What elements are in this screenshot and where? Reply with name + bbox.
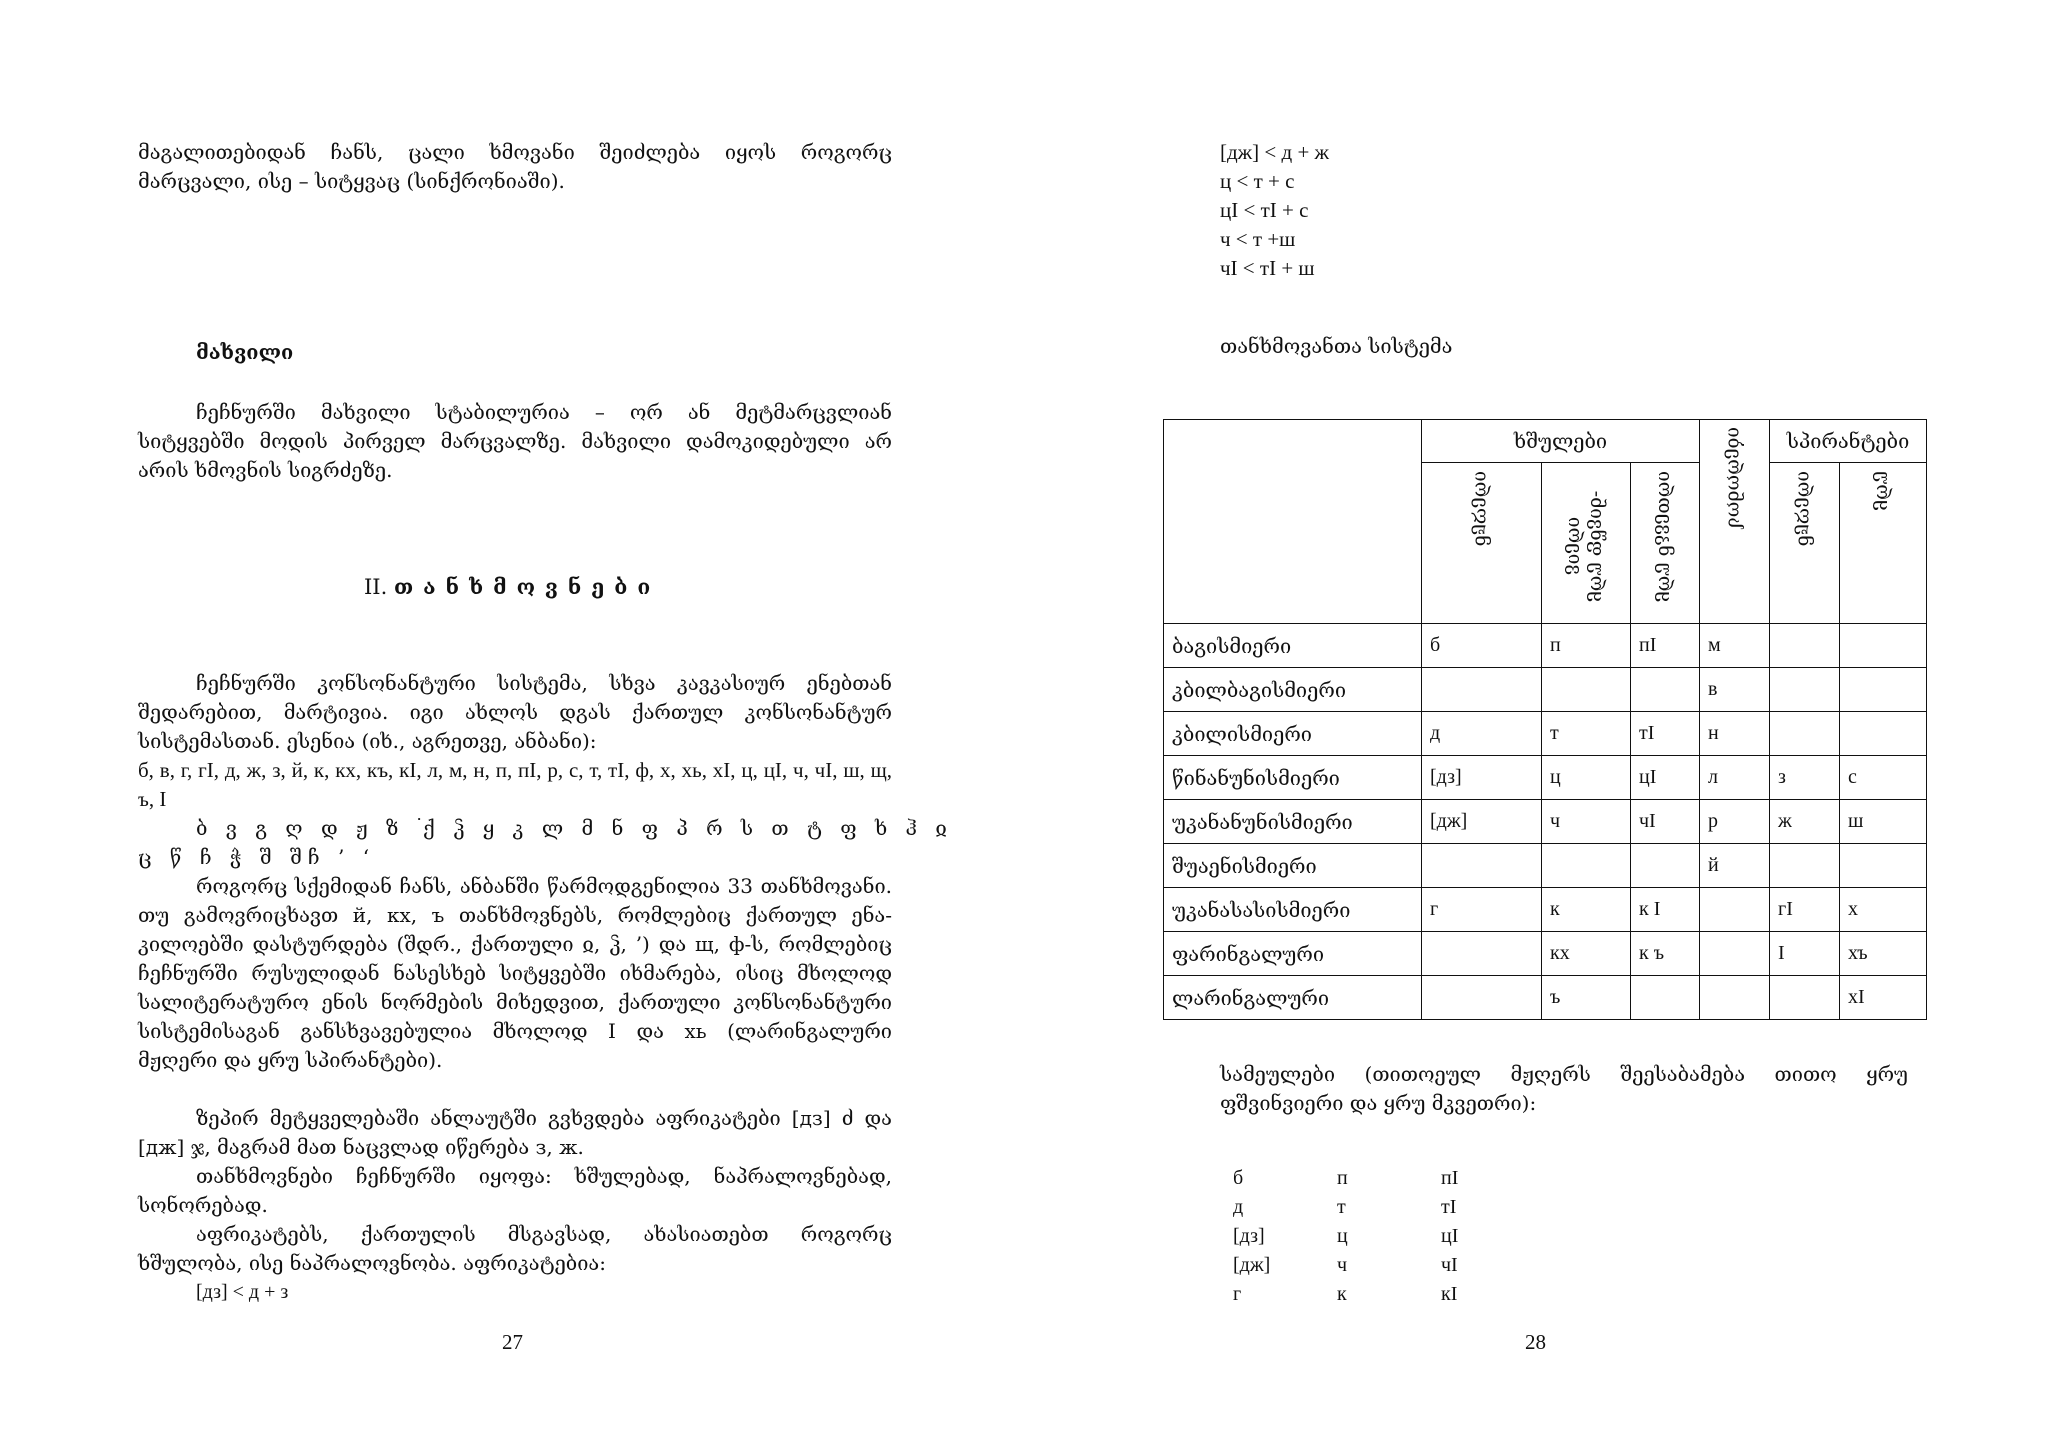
triples-list bbox=[1233, 1164, 1545, 1309]
table-cell: цI bbox=[1631, 756, 1700, 800]
formula-line: ц < т + с bbox=[1220, 169, 1295, 193]
table-row bbox=[1164, 888, 1927, 932]
table-cell: к I bbox=[1631, 888, 1700, 932]
triple-item: г bbox=[1233, 1283, 1242, 1305]
page-number: 28 bbox=[1525, 1330, 1546, 1354]
table-cell: ш bbox=[1840, 800, 1927, 844]
table-row bbox=[1164, 844, 1927, 888]
table-cell bbox=[1840, 668, 1927, 712]
table-row bbox=[1164, 800, 1927, 844]
table-cell bbox=[1770, 712, 1840, 756]
table-cell: т bbox=[1542, 712, 1631, 756]
row-label: კბილისმიერი bbox=[1164, 712, 1422, 756]
table-cell: тI bbox=[1631, 712, 1700, 756]
table-cell: ъ bbox=[1542, 976, 1631, 1020]
table-cell: п bbox=[1542, 624, 1631, 668]
table-row bbox=[1164, 624, 1927, 668]
triple-item: б bbox=[1233, 1167, 1244, 1189]
table-cell: ч bbox=[1542, 800, 1631, 844]
triple-item: к bbox=[1337, 1283, 1347, 1305]
row-label: ბაგისმიერი bbox=[1164, 624, 1422, 668]
table-row bbox=[1164, 756, 1927, 800]
table-cell: г bbox=[1422, 888, 1542, 932]
table-cell: ж bbox=[1770, 800, 1840, 844]
table-cell: в bbox=[1700, 668, 1770, 712]
table-cell: к ъ bbox=[1631, 932, 1700, 976]
table-cell: л bbox=[1700, 756, 1770, 800]
spirants-header: სპირანტები bbox=[1770, 420, 1927, 463]
table-row bbox=[1164, 932, 1927, 976]
table-cell: ц bbox=[1542, 756, 1631, 800]
table-cell: хI bbox=[1840, 976, 1927, 1020]
paragraph-33: როგორც სქემიდან ჩანს, ანბანში წარმოდგენილია 33 თანხმოვანი. თუ გამოვრიცხავთ й, кх, ъ თანხმოვნებს, რომლებიც ქართულ ენა-კილოებში დასტურდება (შდრ., ქართული ჲ, ჴ, ’) და щ, ф-ს, რომლებიც ჩეჩნურში რუსულიდან ნასესხებ სიტყვებში იხმარება, ისიც მხოლოდ სალიტერატურო ენის ნორმების მიხედვით, ქართული კონსონანტური სისტემისაგან განსხვავებულია მხოლოდ I და хь (ლარინგალური მჟღერი და ყრუ სპირანტები). bbox=[138, 874, 892, 1072]
table-cell bbox=[1770, 624, 1840, 668]
triple-item: кI bbox=[1441, 1283, 1458, 1305]
row-label: უკანანუნისმიერი bbox=[1164, 800, 1422, 844]
subheader-voiced: მჟღერი bbox=[1422, 463, 1542, 624]
triple-item: пI bbox=[1441, 1167, 1459, 1189]
table-cell bbox=[1840, 712, 1927, 756]
table-row bbox=[1164, 712, 1927, 756]
triple-item: цI bbox=[1441, 1225, 1459, 1247]
table-row bbox=[1164, 976, 1927, 1020]
georgian-letter-list-1: ბ ვ გ ღ დ ჟ ზ ۬ ქ ჴ ყ კ ლ მ ნ ფ პ რ ს თ ტ ფ ხ ჰ ჲ bbox=[196, 816, 953, 840]
page-number: 27 bbox=[502, 1330, 523, 1354]
row-label: უკანასასისმიერი bbox=[1164, 888, 1422, 932]
formula-line: ч < т +ш bbox=[1220, 227, 1296, 251]
table-cell bbox=[1770, 976, 1840, 1020]
section-title: თანხმოვნები bbox=[393, 574, 661, 599]
formula-line: цI < тI + с bbox=[1220, 198, 1309, 222]
table-row bbox=[1164, 668, 1927, 712]
triple-item: п bbox=[1337, 1167, 1348, 1189]
table-cell: к bbox=[1542, 888, 1631, 932]
subheader-ejective: ყრუ მკვეთრი bbox=[1631, 463, 1700, 624]
table-cell: й bbox=[1700, 844, 1770, 888]
table-corner-cell bbox=[1164, 420, 1422, 624]
subheader-spirant-voiced: მჟღერი bbox=[1770, 463, 1840, 624]
table-cell bbox=[1770, 844, 1840, 888]
triple-item: ц bbox=[1337, 1225, 1348, 1247]
table-cell: пI bbox=[1631, 624, 1700, 668]
row-label: ლარინგალური bbox=[1164, 976, 1422, 1020]
cyrillic-letter-list: б, в, г, гI, д, ж, з, й, к, кх, къ, кI, л, м, н, п, пI, р, с, т, тI, ф, х, хь, хI, ц, цI, ч, чI, ш, щ, ъ, I bbox=[138, 758, 892, 811]
row-label: წინანუნისმიერი bbox=[1164, 756, 1422, 800]
table-cell: н bbox=[1700, 712, 1770, 756]
table-cell bbox=[1422, 932, 1542, 976]
triple-item: [дз] bbox=[1233, 1225, 1265, 1247]
triples-intro: სამეულები (თითოეულ მჟღერს შეესაბამება თითო ყრუ ფშვინვიერი და ყრუ მკვეთრი): bbox=[1220, 1062, 1908, 1115]
table-header-row bbox=[1164, 420, 1927, 463]
georgian-letter-list-2: ც წ ჩ ჭ შ შჩ ’ ‘ bbox=[138, 845, 376, 869]
table-cell bbox=[1631, 844, 1700, 888]
triple-row bbox=[1233, 1280, 1545, 1309]
table-cell: хъ bbox=[1840, 932, 1927, 976]
formula-line: [дж] < д + ж bbox=[1220, 140, 1330, 164]
stress-heading: მახვილი bbox=[196, 340, 294, 364]
affricate-formula: [дз] < д + з bbox=[196, 1281, 289, 1303]
table-cell bbox=[1700, 888, 1770, 932]
formula-line: чI < тI + ш bbox=[1220, 256, 1315, 280]
subheader-aspirated: ყრუ ფშვინ-ვიერი bbox=[1542, 463, 1631, 624]
triple-item: тI bbox=[1441, 1196, 1457, 1218]
table-cell bbox=[1700, 976, 1770, 1020]
table-cell: д bbox=[1422, 712, 1542, 756]
triple-item: ч bbox=[1337, 1254, 1348, 1276]
table-cell: с bbox=[1840, 756, 1927, 800]
table-cell bbox=[1631, 668, 1700, 712]
stress-paragraph: ჩეჩნურში მახვილი სტაბილურია – ორ ან მეტმარცვლიან სიტყვებში მოდის პირველ მარცვალზე. მახვილი დამოკიდებული არ არის ხმოვნის სიგრძეზე. bbox=[138, 400, 892, 482]
table-cell bbox=[1422, 976, 1542, 1020]
table-cell: м bbox=[1700, 624, 1770, 668]
sonorants-header: სონორები bbox=[1700, 420, 1770, 624]
dialect-paragraph: ზეპირ მეტყველებაში ანლაუტში გვხვდება აფრიკატები [дз] ძ და [дж] ჯ, მაგრამ მათ ნაცვლად იწერება з, ж. bbox=[138, 1106, 892, 1159]
table-cell bbox=[1542, 844, 1631, 888]
table-cell bbox=[1840, 624, 1927, 668]
row-label: ფარინგალური bbox=[1164, 932, 1422, 976]
triple-row bbox=[1233, 1251, 1545, 1280]
table-cell: х bbox=[1840, 888, 1927, 932]
table-cell bbox=[1770, 668, 1840, 712]
table-cell: кх bbox=[1542, 932, 1631, 976]
table-cell bbox=[1422, 668, 1542, 712]
table-cell: з bbox=[1770, 756, 1840, 800]
triple-item: т bbox=[1337, 1196, 1346, 1218]
table-cell bbox=[1631, 976, 1700, 1020]
triple-item: д bbox=[1233, 1196, 1244, 1218]
table-cell bbox=[1542, 668, 1631, 712]
row-label: კბილბაგისმიერი bbox=[1164, 668, 1422, 712]
triple-row bbox=[1233, 1222, 1545, 1251]
affricate-formulas bbox=[1220, 138, 1329, 283]
table-cell: [дж] bbox=[1422, 800, 1542, 844]
table-cell: гI bbox=[1770, 888, 1840, 932]
table-cell: чI bbox=[1631, 800, 1700, 844]
row-label: შუაენისმიერი bbox=[1164, 844, 1422, 888]
triple-row bbox=[1233, 1164, 1545, 1193]
consonant-paragraph: ჩეჩნურში კონსონანტური სისტემა, სხვა კავკასიურ ენებთან შედარებით, მარტივია. იგი ახლოს დგას ქართულ კონსონანტურ სისტემასთან. ესენია (იხ., აგრეთვე, ანბანი): bbox=[138, 671, 892, 753]
table-cell bbox=[1840, 844, 1927, 888]
section-heading bbox=[364, 572, 660, 602]
table-cell bbox=[1700, 932, 1770, 976]
stops-header: ხშულები bbox=[1422, 420, 1700, 463]
table-cell: р bbox=[1700, 800, 1770, 844]
intro-paragraph: მაგალითებიდან ჩანს, ცალი ხმოვანი შეიძლება იყოს როგორც მარცვალი, ისე – სიტყვაც (სინქრონიაში). bbox=[138, 140, 892, 193]
triple-item: чI bbox=[1441, 1254, 1458, 1276]
groups-paragraph: თანხმოვნები ჩეჩნურში იყოფა: ხშულებად, ნაპრალოვნებად, სონორებად. bbox=[138, 1164, 892, 1217]
table-cell: [дз] bbox=[1422, 756, 1542, 800]
table-cell: I bbox=[1770, 932, 1840, 976]
system-title: თანხმოვანთა სისტემა bbox=[1220, 334, 1453, 358]
consonant-table bbox=[1163, 419, 1927, 1020]
triple-item: [дж] bbox=[1233, 1254, 1271, 1276]
section-number: II. bbox=[364, 575, 388, 599]
affricates-paragraph: აფრიკატებს, ქართულის მსგავსად, ახასიათებთ როგორც ხშულობა, ისე ნაპრალოვნობა. აფრიკატებია: bbox=[138, 1222, 892, 1275]
table-cell: б bbox=[1422, 624, 1542, 668]
table-cell bbox=[1422, 844, 1542, 888]
triple-row bbox=[1233, 1193, 1545, 1222]
subheader-spirant-voiceless: ყრუ bbox=[1840, 463, 1927, 624]
